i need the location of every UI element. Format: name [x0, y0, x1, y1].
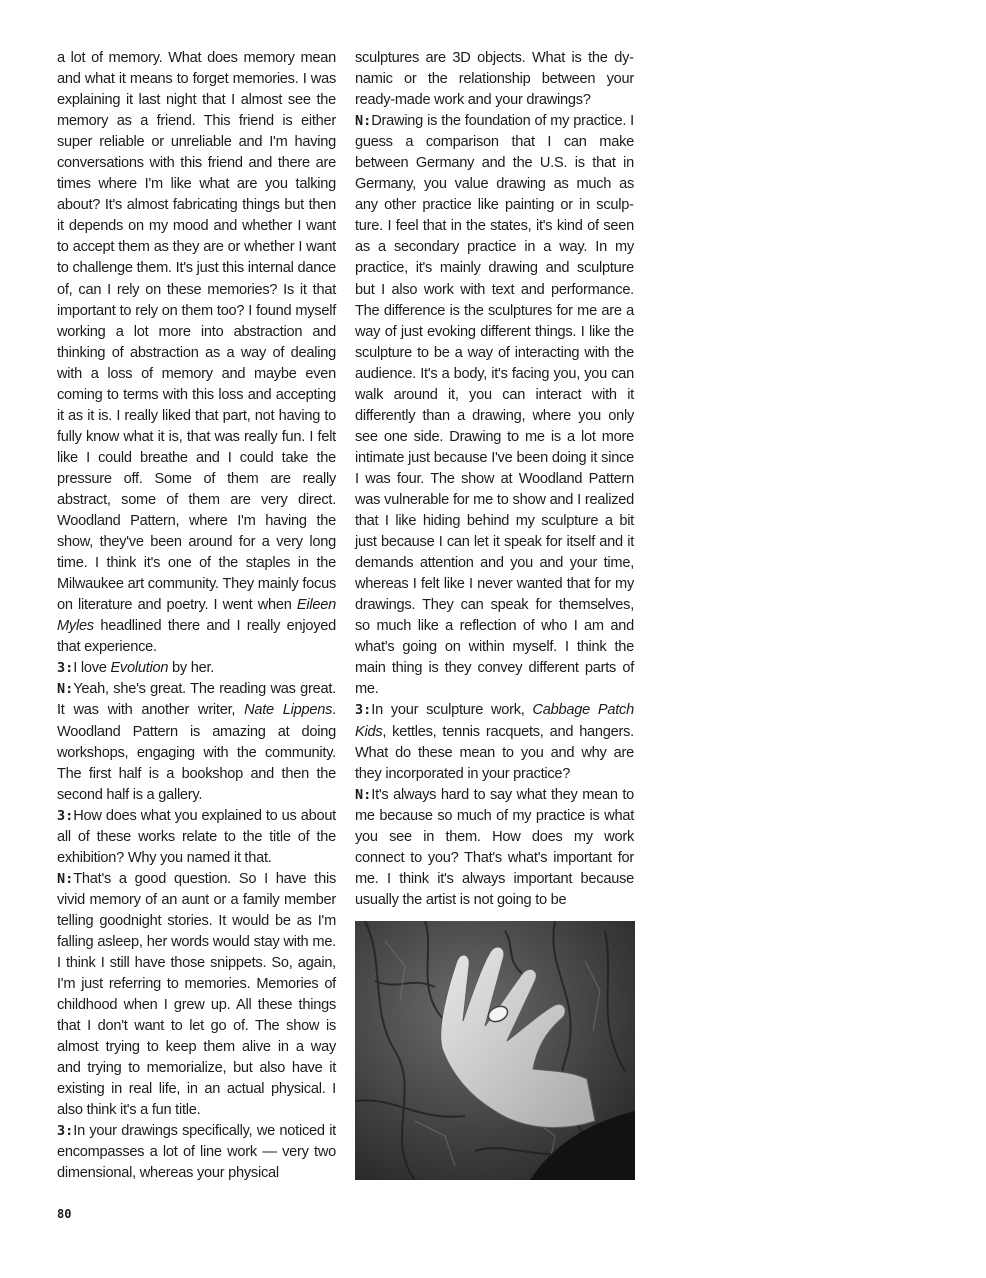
speaker-label: N:: [57, 681, 74, 698]
paragraph-text: That's a good question. So I have this vivid memory of an aunt or a family member telling goodnight stories. It would be as I'm falling asleep, her words would stay with me. I think I still have those snippets. So, again, I'm just referring to memories. Memories of childhood when I grew up. All these things that I don't want to let go of. The show is almost trying to keep them alive in a way and trying to memorialize, but also have it existing in real life, in an actual physical. I also think it's a fun title.: [57, 870, 336, 1119]
paragraph-text: It's always hard to say what they mean to me because so much of my practice is what you see in them. How does my work connect to you? That's what's important for me. I think it's always important because usually the artist is not going to be: [355, 786, 634, 908]
paragraph-text-continued: , kettles, tennis racquets, and hangers. What do these mean to you and why are they incorporated in your practice?: [355, 723, 634, 782]
italic-title: Evolution: [110, 660, 169, 677]
paragraph-text: a lot of memory. What does memory mean and what it means to forget memories. I was explaining it last night that I almost see the memory as a friend. This friend is either super reliable or unreliable and I'm having conversations with this friend and there are times where I'm like what are you talking about? It's almost fabricating things but then it depends on my mood and whether I want to accept them as they are or whether I want to challenge them. It's just this internal dance of, can I rely on these memories? Is it that important to rely on them too? I found myself working a lot more into abstraction and thinking of abstraction as a way of dealing with a loss of memory and maybe even coming to terms with this loss and accepting it as it is. I really liked that part, not having to fully know what it is, that was really fun. I felt like I could breathe and I could take the pressure off. Some of them are really abstract, some of them are very direct. Woodland Pattern, where I'm having the show, they've been around for a very long time. I think it's one of the staples in the Milwaukee art community. They mainly focus on literature and poetry. I went when: [57, 50, 336, 614]
italic-title: Eileen Myles: [57, 597, 336, 635]
hand-on-bark-photo: [355, 921, 635, 1180]
speaker-label: N:: [57, 870, 74, 887]
paragraph-text: How does what you explained to us about all of these works relate to the title of the exhibition? Why you named it that.: [57, 807, 336, 866]
paragraph-text: Drawing is the foundation of my practice. I guess a comparison that I can make between Germany and the U.S. is that in Germany, you value drawing as much as any other practice like painting or in sculpture. I feel that in the states, it's kind of seen as a secondary practice in a way. In my practice, it's mainly drawing and sculpture but I also work with text and performance. The difference is the sculptures for me are a way of just evoking different things. I like the sculpture to be a way of interacting with the audience. It's a body, it's facing you, you can walk around it, you can interact with it differently than a drawing, where you only see one side. Drawing to me is a lot more intimate just because I've been doing it since I was four. The show at Woodland Pattern was vulnerable for me to show and I realized that I like hiding behind my sculpture a bit just because I can let it speak for itself and it demands attention and you and your time, whereas I felt like I never wanted that for my drawings. They can speak for themselves, so much like a reflection of who I am and what's going on within myself. I think the main thing is they convey different parts of me.: [355, 113, 634, 698]
paragraph: [57, 869, 336, 1122]
left-text-column: [57, 48, 336, 1185]
paragraph-text: Yeah, she's great. The reading was great. It was with another writer,: [57, 681, 336, 719]
paragraph-text: In your drawings specifically, we noticed it encompasses a lot of line work — very two dimensional, whereas your physical: [57, 1123, 336, 1182]
paragraph: [355, 785, 634, 911]
paragraph-text-continued: by her.: [168, 660, 215, 677]
italic-title: Nate Lippens: [244, 702, 333, 719]
paragraph-text-continued: headlined there and I really enjoyed that experience.: [57, 618, 336, 656]
paragraph-text: In your sculpture work,: [371, 702, 533, 719]
paragraph: [57, 658, 336, 679]
paragraph: [57, 806, 336, 869]
page-number: 80: [57, 1207, 72, 1221]
speaker-label: N:: [355, 786, 372, 803]
speaker-label: 3:: [57, 660, 74, 677]
paragraph: [355, 48, 634, 111]
right-text-column: [355, 48, 634, 1180]
paragraph: [57, 48, 336, 658]
paragraph-text-continued: . Woodland Pattern is amazing at doing workshops, engaging with the community. The first half is a bookshop and then the second half is a gallery.: [57, 702, 336, 803]
speaker-label: N:: [355, 113, 372, 130]
italic-title: Cabbage Patch Kids: [355, 702, 634, 740]
paragraph: [57, 1121, 336, 1184]
paragraph: [355, 700, 634, 784]
right-text-body: [355, 48, 634, 911]
paragraph: [355, 111, 634, 700]
paragraph: [57, 679, 336, 805]
speaker-label: 3:: [355, 702, 372, 719]
paragraph-text: sculptures are 3D objects. What is the dynamic or the relationship between your ready-made work and your drawings?: [355, 50, 634, 109]
paragraph-text: I love: [73, 660, 111, 677]
speaker-label: 3:: [57, 1123, 74, 1140]
speaker-label: 3:: [57, 807, 74, 824]
